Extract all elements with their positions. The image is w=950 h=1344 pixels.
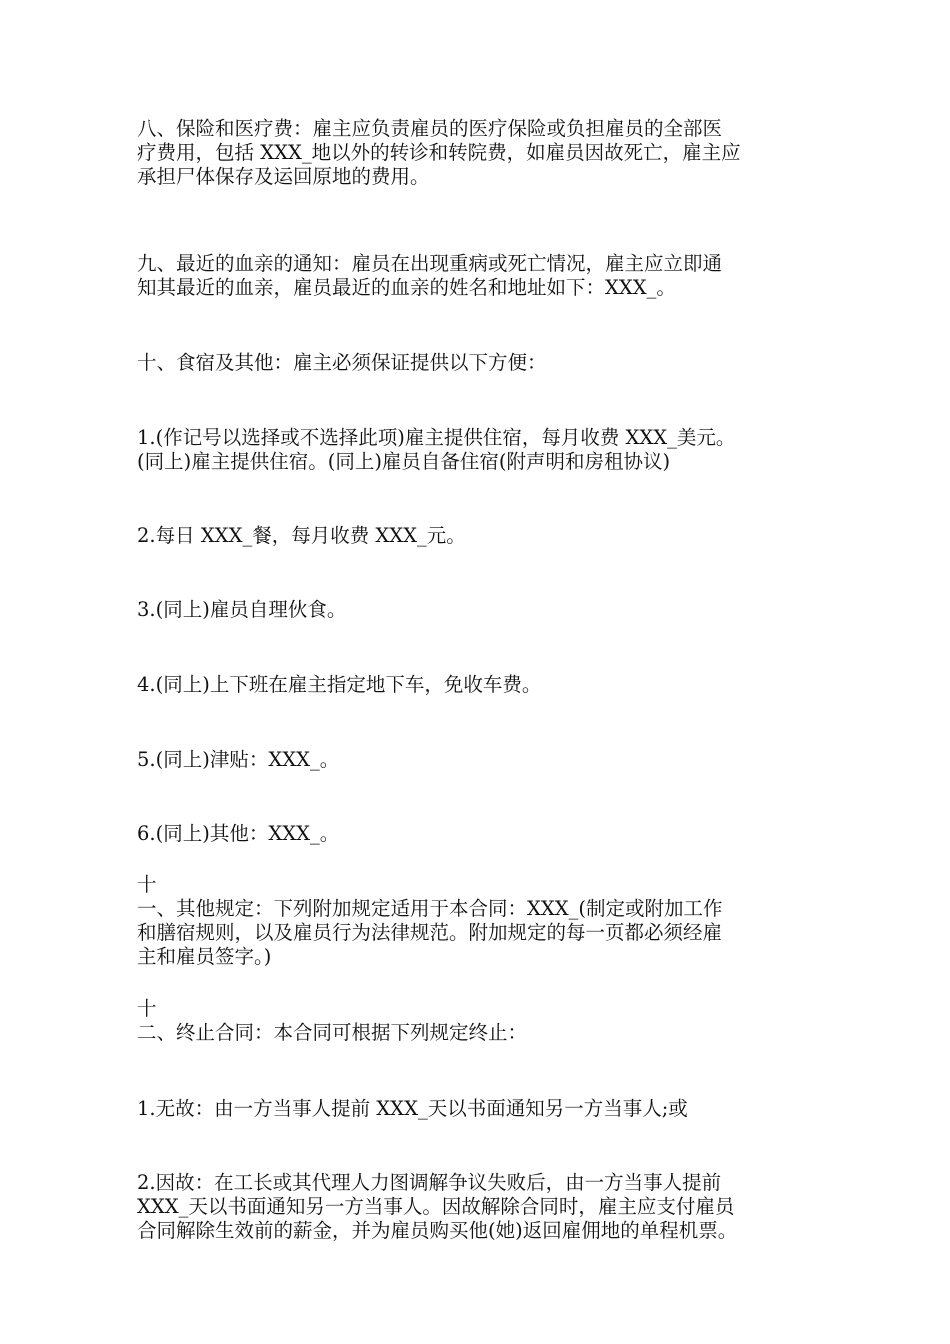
text-line: 主和雇员签字。) <box>137 945 272 968</box>
text-line: 十 <box>137 997 157 1020</box>
section-12-item-1 <box>137 1097 827 1121</box>
text-line: 1.(作记号以选择或不选择此项)雇主提供住宿，每月收费 XXX_美元。 <box>137 426 736 449</box>
text-line: 1.无故：由一方当事人提前 XXX_天以书面通知另一方当事人;或 <box>137 1097 688 1120</box>
text-line: 十、食宿及其他：雇主必须保证提供以下方便： <box>137 351 547 374</box>
section-10-item-1 <box>137 426 827 474</box>
section-10-item-3 <box>137 598 827 622</box>
section-11-other-provisions <box>137 873 827 969</box>
section-9-next-of-kin <box>137 252 827 300</box>
text-line: 八、保险和医疗费：雇主应负责雇员的医疗保险或负担雇员的全部医 <box>137 117 723 140</box>
text-line: 九、最近的血亲的通知：雇员在出现重病或死亡情况，雇主应立即通 <box>137 252 723 275</box>
section-10-board-lodging <box>137 351 827 375</box>
text-line: 疗费用，包括 XXX_地以外的转诊和转院费，如雇员因故死亡，雇主应 <box>137 141 741 164</box>
text-line: 一、其他规定：下列附加规定适用于本合同：XXX_(制定或附加工作 <box>137 897 723 920</box>
text-line: 合同解除生效前的薪金，并为雇员购买他(她)返回雇佣地的单程机票。 <box>137 1219 738 1242</box>
section-10-item-6 <box>137 822 827 846</box>
section-12-termination <box>137 997 827 1045</box>
text-line: 知其最近的血亲，雇员最近的血亲的姓名和地址如下：XXX_。 <box>137 276 676 299</box>
text-line: 十 <box>137 873 157 896</box>
text-line: (同上)雇主提供住宿。(同上)雇员自备住宿(附声明和房租协议) <box>137 450 671 473</box>
text-line: 二、终止合同：本合同可根据下列规定终止： <box>137 1021 528 1044</box>
section-10-item-4 <box>137 673 827 697</box>
text-line: 承担尸体保存及运回原地的费用。 <box>137 165 430 188</box>
text-line: XXX_天以书面通知另一方当事人。因故解除合同时，雇主应支付雇员 <box>137 1195 735 1218</box>
text-line: 2.因故：在工长或其代理人力图调解争议失败后，由一方当事人提前 <box>137 1171 722 1194</box>
text-line: 4.(同上)上下班在雇主指定地下车，免收车费。 <box>137 673 542 696</box>
section-8-insurance-medical <box>137 117 827 189</box>
text-line: 和膳宿规则，以及雇员行为法律规范。附加规定的每一页都必须经雇 <box>137 921 723 944</box>
text-line: 6.(同上)其他：XXX_。 <box>137 822 340 845</box>
section-12-item-2 <box>137 1171 827 1243</box>
section-10-item-5 <box>137 748 827 772</box>
text-line: 2.每日 XXX_餐，每月收费 XXX_元。 <box>137 524 466 547</box>
text-line: 5.(同上)津贴：XXX_。 <box>137 748 340 771</box>
text-line: 3.(同上)雇员自理伙食。 <box>137 598 347 621</box>
section-10-item-2 <box>137 524 827 548</box>
